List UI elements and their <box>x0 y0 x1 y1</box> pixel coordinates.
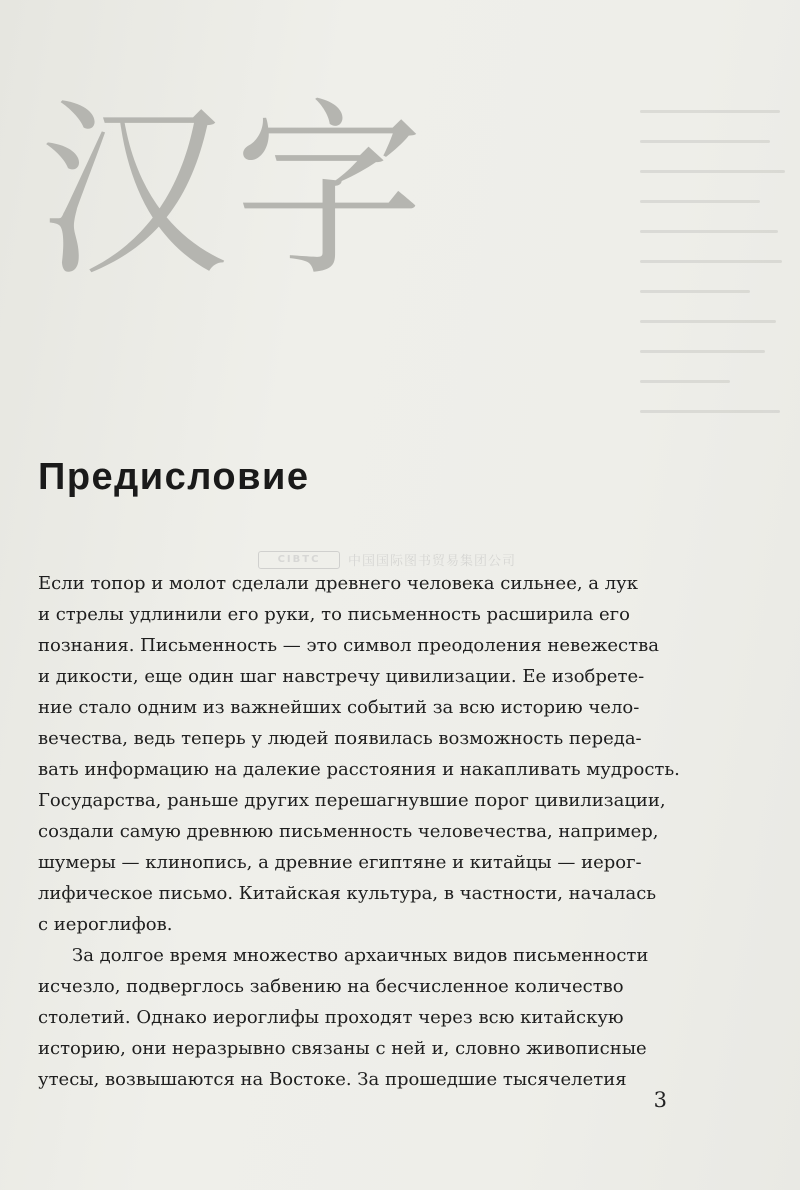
text-line: познания. Письменность — это символ преодоления невежества <box>38 635 659 656</box>
text-line: лифическое письмо. Китайская культура, в частности, началась <box>38 883 657 904</box>
text-line: ние стало одним из важнейших событий за всю историю чело- <box>38 697 640 718</box>
text-line: и стрелы удлинили его руки, то письменность расширила его <box>38 604 630 625</box>
text-line: с иероглифов. <box>38 914 173 935</box>
text-line: За долгое время множество архаичных видов письменности <box>72 945 649 966</box>
show-through-text <box>640 110 790 440</box>
text-line: столетий. Однако иероглифы проходят через всю китайскую <box>38 1007 624 1028</box>
text-line: Если топор и молот сделали древнего человека сильнее, а лук <box>38 573 639 594</box>
text-line: исчезло, подверглось забвению на бесчисленное количество <box>38 976 624 997</box>
text-line: и дикости, еще один шаг навстречу цивилизации. Ее изобрете- <box>38 666 645 687</box>
text-line: шумеры — клинопись, а древние египтяне и китайцы — иерог- <box>38 852 642 873</box>
body-text <box>38 568 738 1095</box>
text-line: вечества, ведь теперь у людей появилась возможность переда- <box>38 728 642 749</box>
text-line: утесы, возвышаются на Востоке. За прошедшие тысячелетия <box>38 1069 627 1090</box>
publisher-watermark <box>258 550 516 569</box>
chapter-heading: Предисловие <box>38 456 310 498</box>
text-line: историю, они неразрывно связаны с ней и, словно живописные <box>38 1038 647 1059</box>
page-number: 3 <box>653 1088 667 1112</box>
chinese-characters-decoration: 汉字 <box>38 81 431 302</box>
text-line: создали самую древнюю письменность человечества, например, <box>38 821 659 842</box>
text-line: Государства, раньше других перешагнувшие порог цивилизации, <box>38 790 666 811</box>
watermark-text: 中国国际图书贸易集团公司 <box>348 554 517 569</box>
text-line: вать информацию на далекие расстояния и накапливать мудрость. <box>38 759 680 780</box>
watermark-logo: CIBTC <box>258 551 340 569</box>
